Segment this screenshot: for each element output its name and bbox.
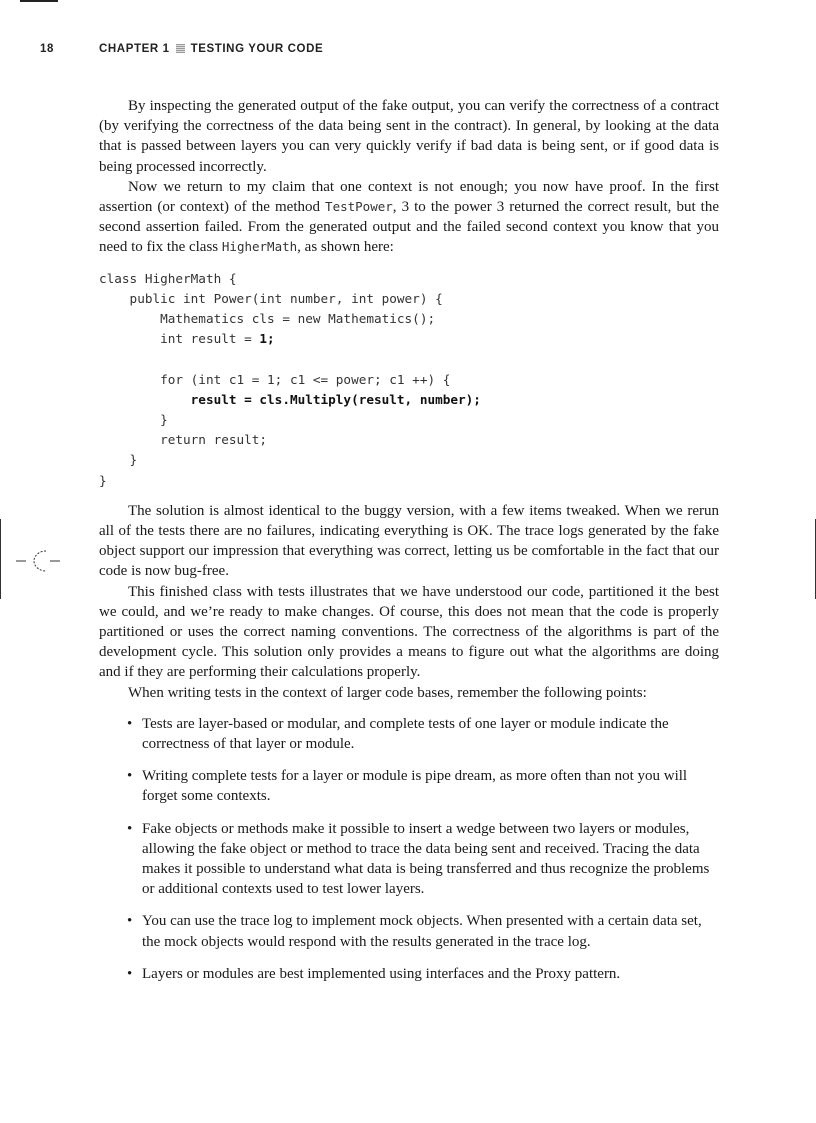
code-line: class HigherMath { <box>99 270 237 286</box>
code-line-bold: result = cls.Multiply(result, number); <box>99 391 481 407</box>
bullet-list <box>99 714 719 984</box>
top-rule <box>20 0 58 2</box>
bullet-icon: • <box>127 715 133 732</box>
paragraph: The solution is almost identical to the buggy version, with a few items tweaked. When we rerun all of the tests there are no failures, indicating everything is OK. The trace logs generated by the fake object support our impression that everything was correct, letting us be comfortable in the fact that our code is now bug-free. <box>99 502 719 580</box>
page-number: 18 <box>40 43 54 55</box>
bullet-icon: • <box>127 820 133 837</box>
chapter-separator-icon <box>176 44 185 53</box>
list-item-text: Writing complete tests for a layer or module is pipe dream, as more often than not you will forget some contexts. <box>142 768 688 805</box>
list-item <box>99 714 719 754</box>
code-line: } <box>99 411 168 427</box>
code-text: int result = <box>99 331 260 347</box>
paragraph: When writing tests in the context of larger code bases, remember the following points: <box>128 684 647 701</box>
running-header <box>0 43 816 59</box>
chapter-title: TESTING YOUR CODE <box>190 43 324 55</box>
paragraph-text: Now we return to my claim that one context is not enough; you now have proof. In the first assertion (or context) of the method <box>99 178 719 216</box>
code-line: Mathematics cls = new Mathematics(); <box>99 311 436 326</box>
code-line <box>99 329 719 349</box>
code-line: for (int c1 = 1; c1 <= power; c1 ++) { <box>99 371 451 387</box>
list-item-text: You can use the trace log to implement mock objects. When presented with a certain data set, the mock objects would respond with the results generated in the trace log. <box>142 913 702 950</box>
paragraph: This finished class with tests illustrates that we have understood our code, partitioned it the best we could, and we’re ready to make changes. Of course, this does not mean that the code is properly partitioned or uses the correct naming conventions. The correctness of the algorithms is part of the development cycle. This solution only provides a means to figure out what the algorithms are doing and if they are performing their calculations properly. <box>99 583 719 681</box>
list-item <box>99 766 719 806</box>
list-item-text: Layers or modules are best implemented using interfaces and the Proxy pattern. <box>142 965 621 982</box>
list-item-text: Tests are layer-based or modular, and complete tests of one layer or module indicate the correctness of that layer or module. <box>142 715 669 752</box>
code-text-bold: 1; <box>259 331 275 347</box>
paragraph-text: , 3 to the power 3 returned the correct result, but the second assertion failed. From the generated output and the failed second context you know that you need to fix the class <box>99 199 719 256</box>
paragraph-text: , as shown here: <box>297 239 394 256</box>
paragraph <box>99 177 719 258</box>
chapter-number: CHAPTER 1 <box>99 43 170 55</box>
inline-code: TestPower <box>325 199 393 215</box>
inline-code: HigherMath <box>221 239 298 255</box>
chapter-label <box>99 43 323 55</box>
page-body <box>99 96 719 996</box>
code-listing <box>99 269 719 491</box>
paragraph: By inspecting the generated output of the fake output, you can verify the correctness of a contract (by verifying the correctness of the data being sent in the contract). In general, by looking at the data that is passed between layers you can very quickly verify if bad data is being sent, or if good data is being processed incorrectly. <box>99 98 719 175</box>
list-item <box>99 964 719 984</box>
list-item <box>99 911 719 951</box>
code-line: } <box>99 452 138 468</box>
registration-mark-icon <box>16 548 60 574</box>
bullet-icon: • <box>127 913 133 930</box>
bullet-icon: • <box>127 768 133 785</box>
bullet-icon: • <box>127 965 133 982</box>
list-item <box>99 819 719 900</box>
code-line: public int Power(int number, int power) { <box>99 290 443 306</box>
code-line: } <box>99 472 107 488</box>
code-line <box>99 349 719 369</box>
code-line: return result; <box>99 432 268 448</box>
left-margin-line <box>0 519 1 599</box>
list-item-text: Fake objects or methods make it possible to insert a wedge between two layers or modules, allowing the fake object or method to trace the data being sent and received. Tracing the data makes it possible to understand what data is being transferred and thus recognize the problems or additional contexts used to test lower layers. <box>142 820 710 898</box>
